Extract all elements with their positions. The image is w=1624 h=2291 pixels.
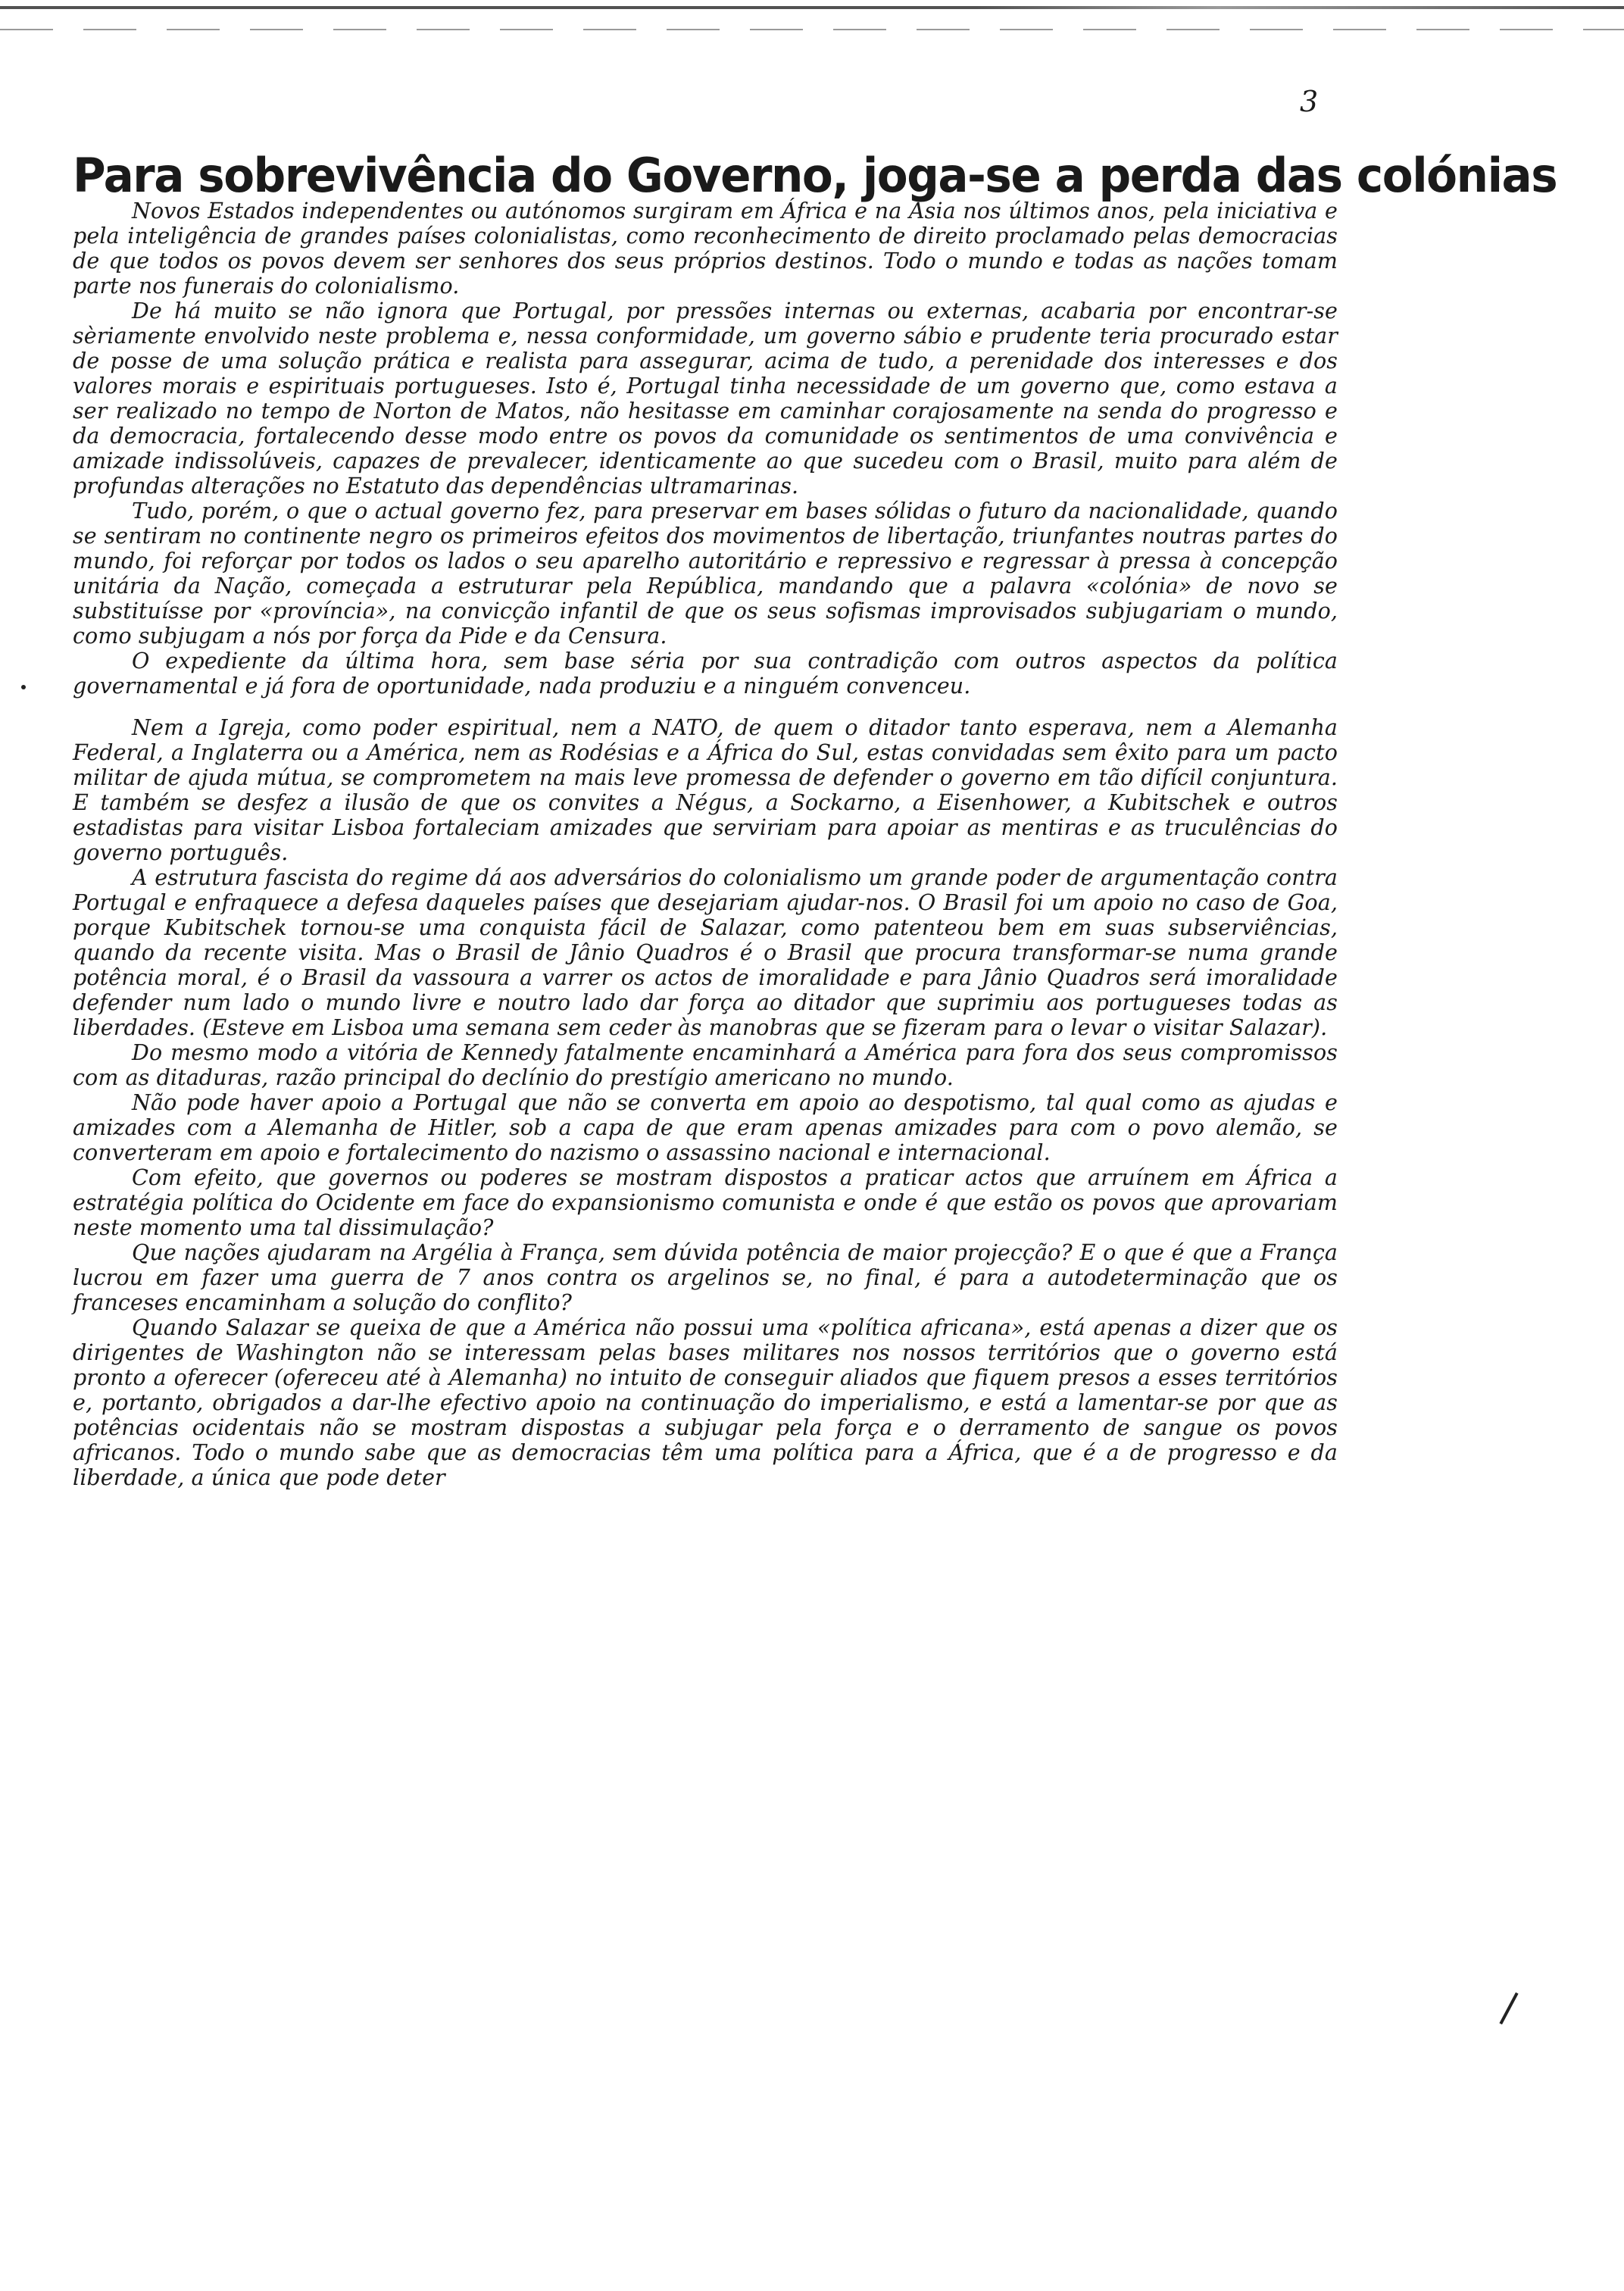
paragraph-4: O expediente da última hora, sem base séria por sua contradição com outros aspectos da política governamental e já fora de oportunidade, nada produziu e a ninguém convenceu. [73,649,1338,699]
article-headline: Para sobrevivência do Governo, joga-se a perda das colónias [73,147,1557,203]
paragraph-9: Com efeito, que governos ou poderes se mostram dispostos a praticar actos que arruínem em África a estratégia política do Ocidente em face do expansionismo comunista e onde é que estão os povos que aprovariam neste momento uma tal dissimulação? [73,1165,1338,1240]
paragraph-8: Não pode haver apoio a Portugal que não se converta em apoio ao despotismo, tal qual como as ajudas e amizades com a Alemanha de Hitler, sob a capa de que eram apenas amizades para com o povo alemão, se converteram em apoio e fortalecimento do nazismo o assassino nacional e internacional. [73,1090,1338,1165]
paragraph-7: Do mesmo modo a vitória de Kennedy fatalmente encaminhará a América para fora dos seus compromissos com as ditaduras, razão principal do declínio do prestígio americano no mundo. [73,1040,1338,1090]
top-border-rule [0,6,1624,9]
paragraph-3: Tudo, porém, o que o actual governo fez, para preservar em bases sólidas o futuro da nacionalidade, quando se sentiram no continente negro os primeiros efeitos dos movimentos de libertação, triunfantes noutras partes do mundo, foi reforçar por todos os lados o seu aparelho autoritário e repressivo e regressar à pressa à concepção unitária da Nação, começada a estruturar pela República, mandando que a palavra «colónia» de novo se substituísse por «província», na convicção infantil de que os seus sofismas improvisados subjugariam o mundo, como subjugam a nós por força da Pide e da Censura. [73,499,1338,649]
paragraph-1: Novos Estados independentes ou autónomos surgiram em África e na Ásia nos últimos anos, pela iniciativa e pela inteligência de grandes países colonialistas, como reconhecimento de direito proclamado pelas democracias de que todos os povos devem ser senhores dos seus próprios destinos. Todo o mundo e todas as nações tomam parte nos funerais do colonialismo. [73,198,1338,298]
margin-dot [21,685,26,689]
top-dashed-rule [0,29,1624,30]
paragraph-2: De há muito se não ignora que Portugal, por pressões internas ou externas, acabaria por encontrar-se sèriamente envolvido neste problema e, nessa conformidade, um governo sábio e prudente teria procurado estar de posse de uma solução prática e realista para assegurar, acima de tudo, a perenidade dos interesses e dos valores morais e espirituais portugueses. Isto é, Portugal tinha necessidade de um governo que, como estava a ser realizado no tempo de Norton de Matos, não hesitasse em caminhar corajosamente na senda do progresso e da democracia, fortalecendo desse modo entre os povos da comunidade os sentimentos de uma convivência e amizade indissolúveis, capazes de prevalecer, identicamente ao que sucedeu com o Brasil, muito para além de profundas alterações no Estatuto das dependências ultramarinas. [73,298,1338,499]
stray-pen-mark [1499,1993,1518,2024]
paragraph-10: Que nações ajudaram na Argélia à França, sem dúvida potência de maior projecção? E o que é que a França lucrou em fazer uma guerra de 7 anos contra os argelinos se, no final, é para a autodeterminação que os franceses encaminham a solução do conflito? [73,1240,1338,1315]
page-number: 3 [1300,85,1319,118]
paragraph-5: Nem a Igreja, como poder espiritual, nem a NATO, de quem o ditador tanto esperava, nem a Alemanha Federal, a Inglaterra ou a América, nem as Rodésias e a África do Sul, estas convidadas sem êxito para um pacto militar de ajuda mútua, se comprometem na mais leve promessa de defender o governo em tão difícil conjuntura. E também se desfez a ilusão de que os convites a Négus, a Sockarno, a Eisenhower, a Kubitschek e outros estadistas para visitar Lisboa fortaleciam amizades que serviriam para apoiar as mentiras e as truculências do governo português. [73,715,1338,865]
article-body [73,198,1338,1490]
paragraph-11: Quando Salazar se queixa de que a América não possui uma «política africana», está apenas a dizer que os dirigentes de Washington não se interessam pelas bases militares nos nossos territórios que o governo está pronto a oferecer (ofereceu até à Alemanha) no intuito de conseguir aliados que fiquem presos a esses territórios e, portanto, obrigados a dar-lhe efectivo apoio na continuação do imperialismo, e está a lamentar-se por que as potências ocidentais não se mostram dispostas a subjugar pela força e o derramento de sangue os povos africanos. Todo o mundo sabe que as democracias têm uma política para a África, que é a de progresso e da liberdade, a única que pode deter [73,1315,1338,1490]
paragraph-6: A estrutura fascista do regime dá aos adversários do colonialismo um grande poder de argumentação contra Portugal e enfraquece a defesa daqueles países que desejariam ajudar-nos. O Brasil foi um apoio no caso de Goa, porque Kubitschek tornou-se uma conquista fácil de Salazar, como patenteou bem em suas subserviências, quando da recente visita. Mas o Brasil de Jânio Quadros é o Brasil que procura transformar-se numa grande potência moral, é o Brasil da vassoura a varrer os actos de imoralidade e para Jânio Quadros será imoralidade defender num lado o mundo livre e noutro lado dar força ao ditador que suprimiu aos portugueses todas as liberdades. (Esteve em Lisboa uma semana sem ceder às manobras que se fizeram para o levar o visitar Salazar). [73,865,1338,1040]
